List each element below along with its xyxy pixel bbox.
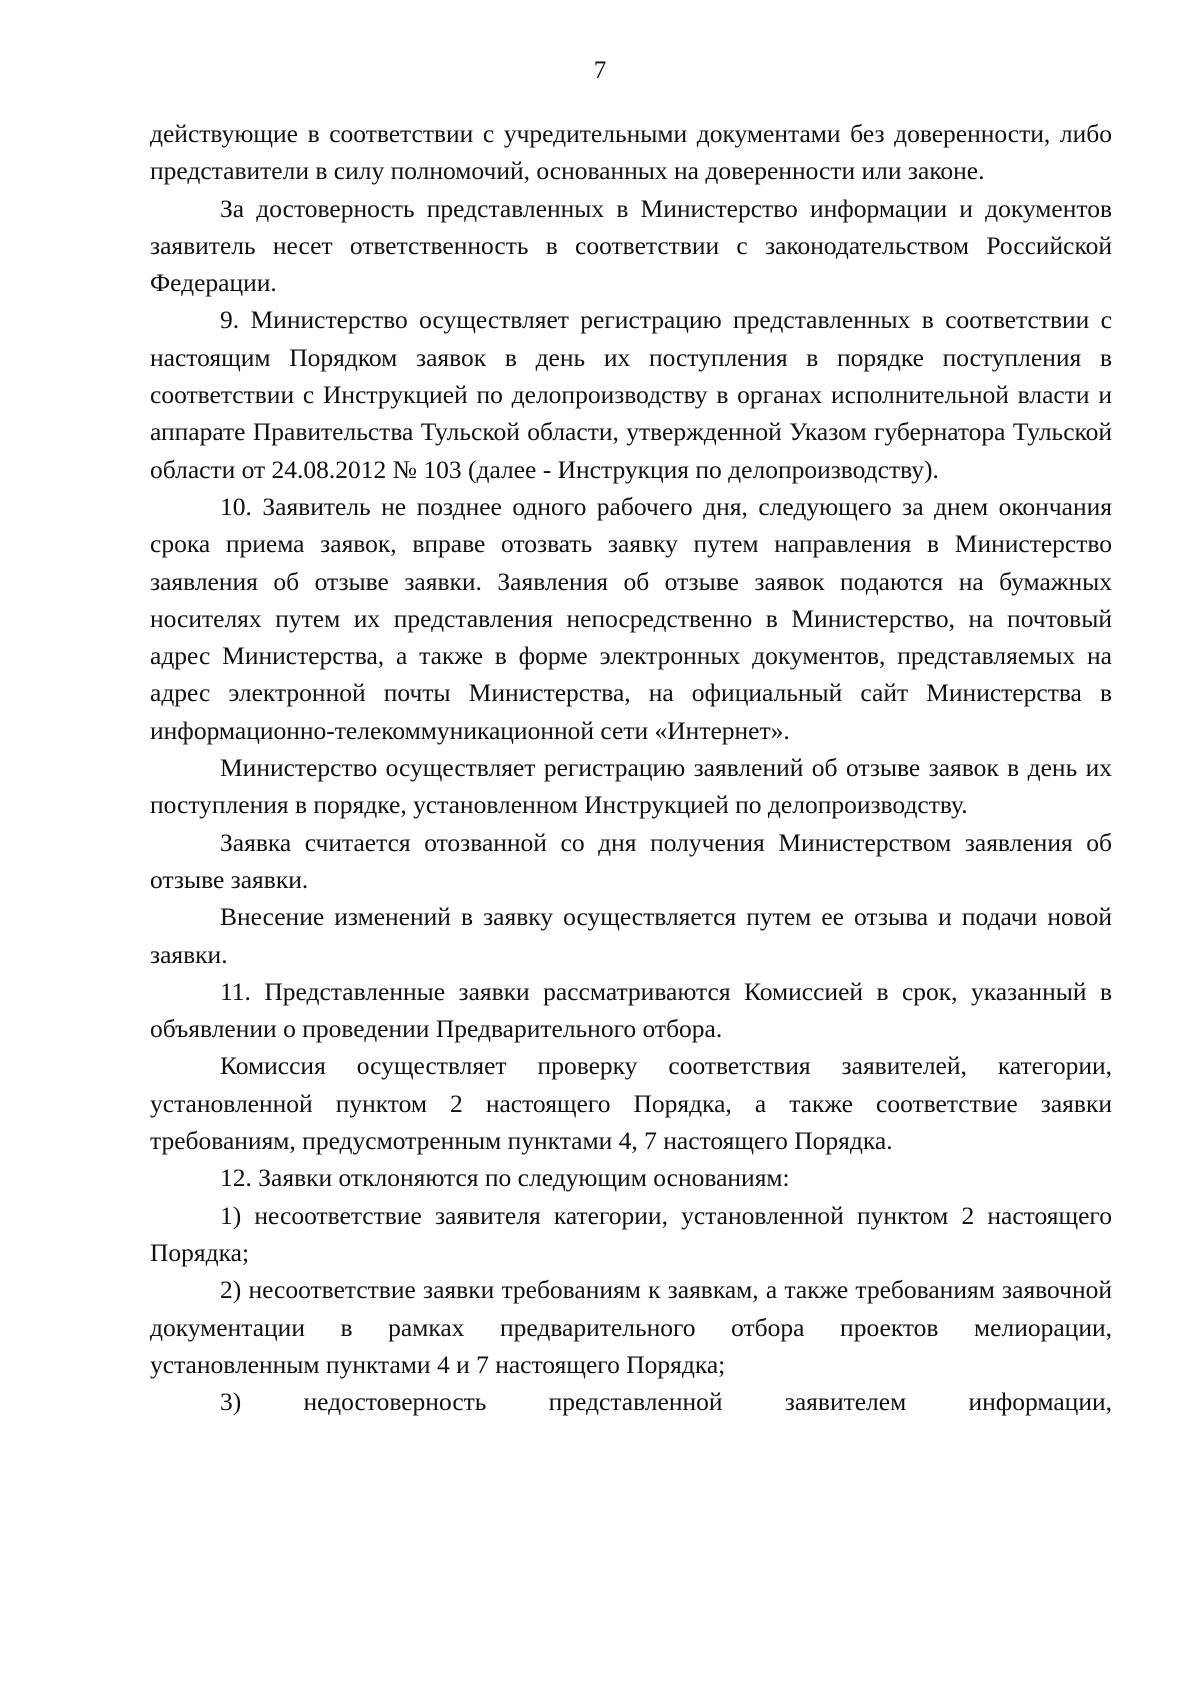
paragraph-withdrawal-registration: Министерство осуществляет регистрацию заявлений об отзыве заявок в день их поступления в порядке, установленном Инструкцией по делопроизводству. xyxy=(150,753,1112,820)
paragraph-subitem-3: 3) недостоверность представленной заявителем информации, xyxy=(220,1387,1112,1417)
document-body xyxy=(150,115,1112,1420)
paragraph-withdrawn: Заявка считается отозванной со дня получения Министерством заявления об отзыве заявки. xyxy=(150,827,1112,894)
paragraph-continuation: действующие в соответствии с учредительными документами без доверенности, либо представители в силу полномочий, основанных на доверенности или законе. xyxy=(150,119,1112,186)
paragraph-subitem-1: 1) несоответствие заявителя категории, установленной пунктом 2 настоящего Порядка; xyxy=(150,1200,1112,1267)
paragraph-subitem-2: 2) несоответствие заявки требованиям к заявкам, а также требованиям заявочной документации в рамках предварительного отбора проектов мелиорации, установленным пунктами 4 и 7 настоящего Порядка; xyxy=(150,1275,1112,1379)
paragraph-item-12: 12. Заявки отклоняются по следующим основаниям: xyxy=(220,1163,790,1193)
paragraph-item-9: 9. Министерство осуществляет регистрацию представленных в соответствии с настоящим Порядком заявок в день их поступления в порядке поступления в соответствии с Инструкцией по делопроизводству в органах исполнительной власти и аппарате Правительства Тульской области, утвержденной Указом губернатора Тульской области от 24.08.2012 № 103 (далее - Инструкция по делопроизводству). xyxy=(150,305,1112,484)
page-number: 7 xyxy=(593,57,607,84)
paragraph-reliability: За достоверность представленных в Министерство информации и документов заявитель несет ответственность в соответствии с законодательством Российской Федерации. xyxy=(150,193,1112,298)
paragraph-item-11: 11. Представленные заявки рассматриваются Комиссией в срок, указанный в объявлении о проведении Предварительного отбора. xyxy=(150,976,1112,1044)
paragraph-item-10: 10. Заявитель не позднее одного рабочего дня, следующего за днем окончания срока приема заявок, вправе отозвать заявку путем направления в Министерство заявления об отзыве заявки. Заявления об отзыве заявок подаются на бумажных носителях путем их представления непосредственно в Министерство, на почтовый адрес Министерства, а также в форме электронных документов, представляемых на адрес электронной почты Министерства, на официальный сайт Министерства в информационно-телекоммуникационной сети «Интернет». xyxy=(150,491,1112,745)
paragraph-commission-check: Комиссия осуществляет проверку соответствия заявителей, категории, установленной пунктом 2 настоящего Порядка, а также соответствие заявки требованиям, предусмотренным пунктами 4, 7 настоящего Порядка. xyxy=(150,1051,1112,1156)
paragraph-changes: Внесение изменений в заявку осуществляется путем ее отзыва и подачи новой заявки. xyxy=(150,902,1112,969)
